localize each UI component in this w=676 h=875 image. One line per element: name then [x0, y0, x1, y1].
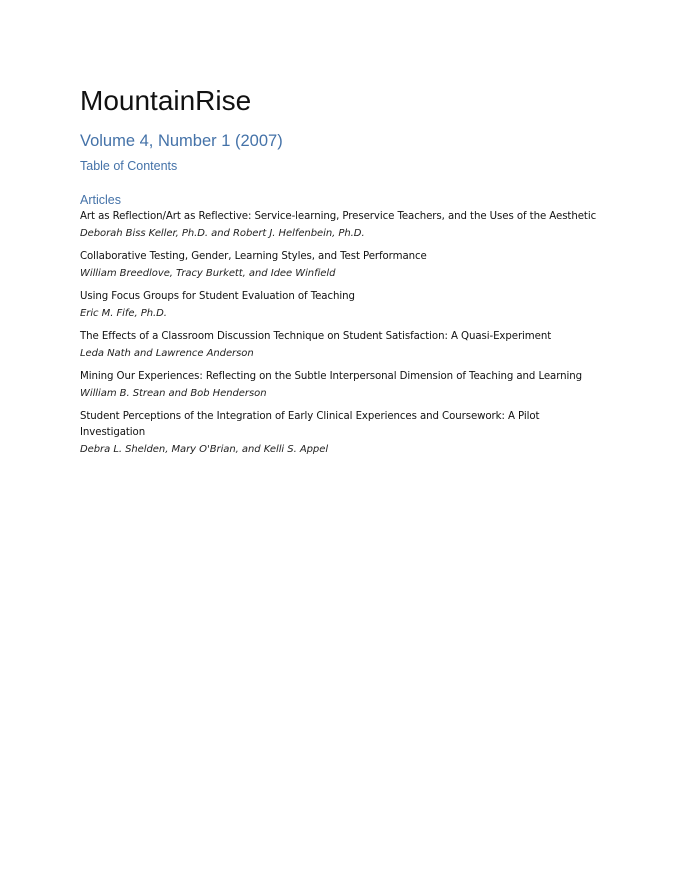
- journal-title: MountainRise: [80, 85, 252, 116]
- article-title: Using Focus Groups for Student Evaluation of Teaching: [80, 291, 355, 302]
- article-title: Student Perceptions of the Integration of Early Clinical Experiences and Coursework: A Pilot Investigation: [80, 411, 540, 438]
- article-authors: Eric M. Fife, Ph.D.: [80, 308, 167, 319]
- article-list: [80, 209, 600, 458]
- article-entry: [80, 289, 600, 322]
- document-content: [80, 84, 600, 458]
- article-title: The Effects of a Classroom Discussion Technique on Student Satisfaction: A Quasi-Experiment: [80, 331, 552, 342]
- table-of-contents-heading: Table of Contents: [80, 159, 178, 173]
- article-entry: [80, 329, 600, 362]
- article-entry: [80, 209, 600, 242]
- article-authors: Debra L. Shelden, Mary O'Brian, and Kelli S. Appel: [80, 444, 329, 455]
- article-title: Art as Reflection/Art as Reflective: Service-learning, Preservice Teachers, and the Uses of the Aesthetic: [80, 211, 597, 222]
- issue-title: Volume 4, Number 1 (2007): [80, 132, 283, 150]
- article-entry: [80, 369, 600, 402]
- article-title: Collaborative Testing, Gender, Learning Styles, and Test Performance: [80, 251, 427, 262]
- article-authors: William Breedlove, Tracy Burkett, and Idee Winfield: [80, 268, 336, 279]
- article-title: Mining Our Experiences: Reflecting on the Subtle Interpersonal Dimension of Teaching and Learning: [80, 371, 583, 382]
- article-entry: [80, 249, 600, 282]
- articles-section-heading: Articles: [80, 193, 121, 207]
- article-authors: Deborah Biss Keller, Ph.D. and Robert J. Helfenbein, Ph.D.: [80, 228, 365, 239]
- article-authors: William B. Strean and Bob Henderson: [80, 388, 267, 399]
- article-entry: [80, 409, 600, 458]
- article-authors: Leda Nath and Lawrence Anderson: [80, 348, 254, 359]
